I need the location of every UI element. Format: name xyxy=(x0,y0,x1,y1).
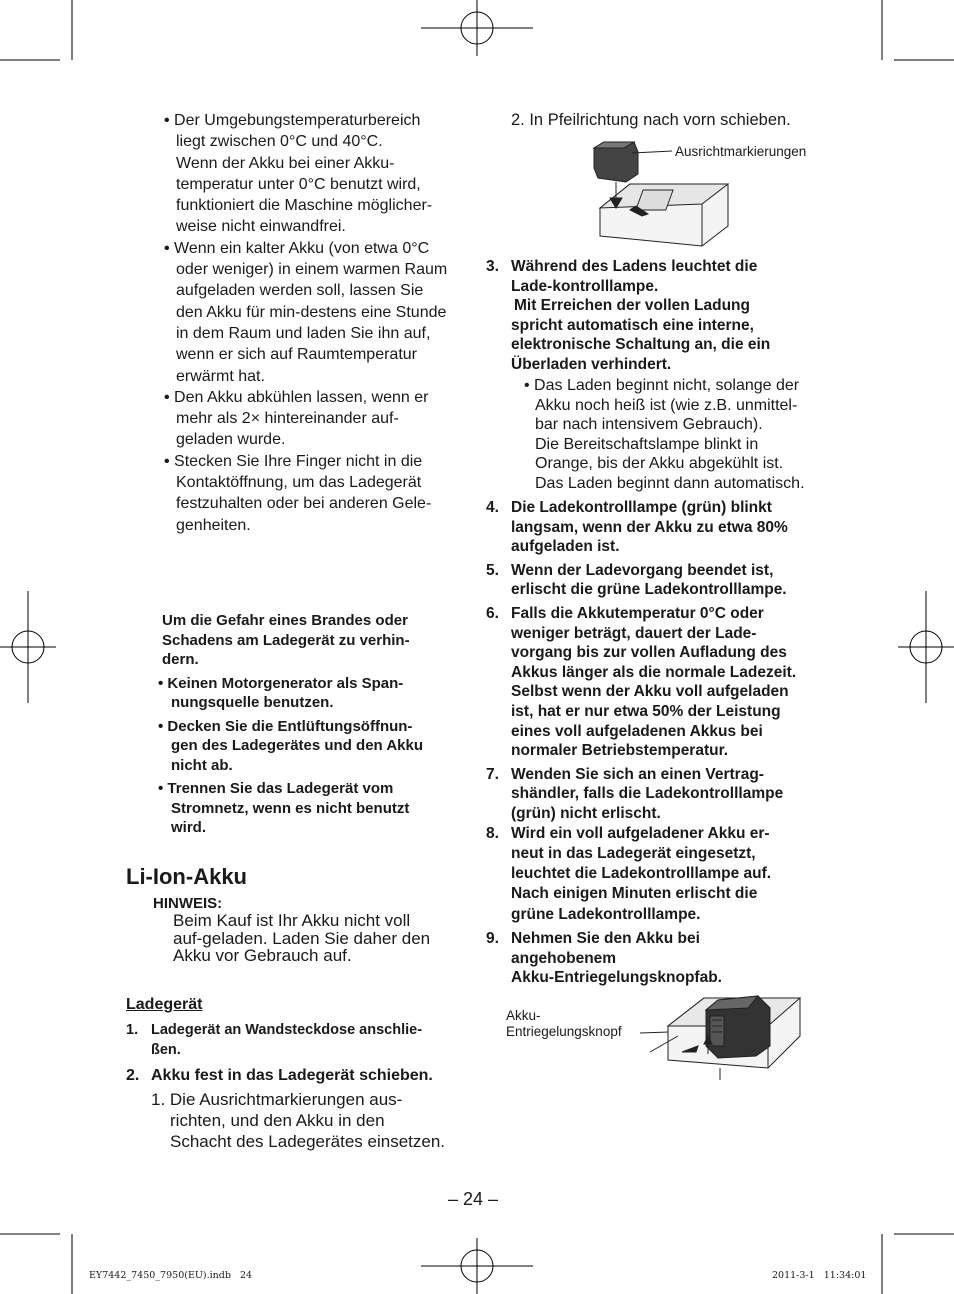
text-line: funktioniert die Maschine möglicher- xyxy=(176,197,433,215)
text-line: Die Ladekontrolllampe (grün) blinkt xyxy=(511,499,772,516)
text-line: Die Bereitschaftslampe blinkt in xyxy=(535,435,759,453)
text-line: dern. xyxy=(162,651,199,668)
text-line: mehr als 2× hintereinander auf- xyxy=(176,410,399,428)
text-line: aufgeladen ist. xyxy=(511,538,620,556)
step-number: 5. xyxy=(486,561,499,579)
text-line: richten, und den Akku in den xyxy=(170,1111,385,1130)
step-item-7 xyxy=(486,765,831,824)
text-line: langsam, wenn der Akku zu etwa 80% xyxy=(511,518,788,536)
footer-timestamp: 2011-3-1 11:34:01 xyxy=(772,1270,867,1281)
section-title: Li-Ion-Akku xyxy=(126,864,247,889)
footer-file-info: EY7442_7450_7950(EU).indb 24 xyxy=(89,1270,253,1281)
step-number: 4. xyxy=(486,499,499,516)
text-line: leuchtet die Ladekontrolllampe auf. xyxy=(511,865,772,883)
text-line: • Decken Sie die Entlüftungsöffnun- xyxy=(158,717,413,735)
left-step-2 xyxy=(126,1066,471,1086)
text-line: wenn er sich auf Raumtemperatur xyxy=(176,346,417,364)
left-bullet-list xyxy=(164,110,474,536)
step-number: 9. xyxy=(486,929,499,947)
text-line: Lade-kontrolllampe. xyxy=(511,277,659,295)
left-step-1 xyxy=(126,1021,471,1060)
step-number: 6. xyxy=(486,604,499,622)
step-item-8 xyxy=(486,824,831,925)
text-line: • • Wenn ein kalter Akku (von etwa 0°C xyxy=(164,239,430,257)
text-line: • • Den Akku abkühlen lassen, wenn er xyxy=(164,388,429,406)
step-number: 1. xyxy=(126,1022,139,1038)
text-line: • Das Laden beginnt nicht, solange der xyxy=(524,377,800,394)
text-line: liegt zwischen 0°C und 40°C. xyxy=(176,133,383,151)
text-line: nungsquelle benutzen. xyxy=(171,694,334,711)
step-item xyxy=(486,257,831,374)
text-line: 1. Die Ausrichtmarkierungen aus- xyxy=(151,1090,403,1109)
text-line: vorgang bis zur vollen Aufladung des xyxy=(511,644,787,662)
right-step-3 xyxy=(486,257,831,374)
text-line: neut in das Ladegerät eingesetzt, xyxy=(511,844,756,862)
text-line: wird. xyxy=(171,819,207,836)
text-line: normaler Betriebstemperatur. xyxy=(511,742,729,760)
text-line: Das Laden beginnt dann automatisch. xyxy=(535,474,805,492)
text-line: in dem Raum und laden Sie ihn auf, xyxy=(176,324,431,342)
step-item-6 xyxy=(486,604,831,761)
text-line: elektronische Schaltung an, die ein xyxy=(511,336,771,353)
text-line: geladen wurde. xyxy=(176,431,286,449)
text-line: eines voll aufgeladenen Akkus bei xyxy=(511,722,763,740)
substep-1 xyxy=(151,1089,471,1152)
warning-bullet-vents xyxy=(158,717,468,776)
text-line: Während des Ladens leuchtet die xyxy=(511,258,758,275)
text-line: • • Stecken Sie Ihre Finger nicht in die xyxy=(164,452,423,470)
text-line: Orange, bis der Akku abgekühlt ist. xyxy=(535,455,784,472)
text-line: • Keinen Motorgenerator als Span- xyxy=(158,674,404,692)
text-line: Beim Kauf ist Ihr Akku nicht voll xyxy=(173,911,411,930)
text-line: Wird ein voll aufgeladener Akku er- xyxy=(511,824,770,842)
text-line: temperatur unter 0°C benutzt wird, xyxy=(176,175,421,193)
text-line: ist, hat er nur etwa 50% der Leistung xyxy=(511,702,781,720)
text-line: erwärmt hat. xyxy=(176,367,265,385)
hinweis-label: HINWEIS: xyxy=(153,895,223,912)
text-line: Ladegerät an Wandsteckdose anschlie- xyxy=(151,1022,423,1038)
text-line: auf-geladen. Laden Sie daher den xyxy=(173,928,431,948)
text-line: Schadens am Ladegerät zu verhin- xyxy=(162,631,410,649)
text-line: genheiten. xyxy=(176,516,251,534)
text-line: spricht automatisch eine interne, xyxy=(511,316,754,334)
text-line: nicht ab. xyxy=(171,756,233,774)
step-item-4 xyxy=(486,498,831,557)
substep-2: 2. In Pfeilrichtung nach vorn schieben. xyxy=(511,111,791,129)
text-line: erlischt die grüne Ladekontrolllampe. xyxy=(511,581,787,599)
step-number: 7. xyxy=(486,765,499,783)
warning-block xyxy=(158,611,468,838)
fig2-label xyxy=(506,1008,622,1040)
step-item-5 xyxy=(486,561,831,600)
text-line: Um die Gefahr eines Brandes oder xyxy=(162,612,408,629)
text-line: Wenn der Akku bei einer Akku- xyxy=(176,154,395,172)
text-line: weise nicht einwandfrei. xyxy=(176,218,346,236)
text-line: (grün) nicht erlischt. xyxy=(511,804,661,822)
text-line: gen des Ladegerätes und den Akku xyxy=(171,737,424,754)
text-line: weniger beträgt, dauert der Lade- xyxy=(511,624,757,642)
hinweis-text xyxy=(173,912,473,965)
warning-intro xyxy=(158,611,468,670)
text-line: • Trennen Sie das Ladegerät vom xyxy=(158,780,394,797)
text-line: Akkus länger als die normale Ladezeit. xyxy=(511,663,797,681)
step-number: 2. xyxy=(126,1067,140,1084)
text-line: Nehmen Sie den Akku bei xyxy=(511,929,700,947)
subsection-title: Ladegerät xyxy=(126,996,203,1013)
text-line: Stromnetz, wenn es nicht benutzt xyxy=(171,799,410,817)
bullet-temperature-range xyxy=(164,110,474,238)
text-line: festzuhalten oder bei anderen Gele- xyxy=(176,495,432,513)
bullet-cold-battery xyxy=(164,238,474,387)
text-line: shändler, falls die Ladekontrolllampe xyxy=(511,785,784,803)
fig1-label: Ausrichtmarkierungen xyxy=(675,144,807,159)
text-line: Wenn der Ladevorgang beendet ist, xyxy=(511,561,774,579)
text-line: den Akku für min-destens eine Stunde xyxy=(176,303,447,321)
fig1-leader-line xyxy=(632,143,676,155)
text-line: Akku- xyxy=(506,1008,541,1023)
text-line: Mit Erreichen der vollen Ladung xyxy=(514,297,750,314)
text-line: Akku-Entriegelungsknopfab. xyxy=(511,969,722,987)
text-line: oder weniger) in einem warmen Raum xyxy=(176,261,448,279)
bullet-cool-down xyxy=(164,387,474,451)
page-number: – 24 – xyxy=(448,1189,499,1209)
text-line: Akku noch heiß ist (wie z.B. unmittel- xyxy=(535,396,798,414)
text-line: bar nach intensivem Gebrauch). xyxy=(535,416,763,433)
text-line: Schacht des Ladegerätes einsetzen. xyxy=(170,1132,446,1151)
text-line: Akku vor Gebrauch auf. xyxy=(173,946,352,965)
step-item xyxy=(126,1066,471,1086)
text-line: Wenden Sie sich an einen Vertrag- xyxy=(511,765,764,783)
text-line: ßen. xyxy=(151,1041,181,1058)
right-steps-list xyxy=(486,498,831,988)
text-line: Nach einigen Minuten erlischt die xyxy=(511,885,758,903)
bullet-fingers xyxy=(164,451,474,536)
warning-bullet-generator xyxy=(158,674,468,713)
text-line: • • Der Umgebungstemperaturbereich xyxy=(164,112,421,129)
text-line: Entriegelungsknopf xyxy=(506,1024,622,1039)
step-item-9 xyxy=(486,929,831,988)
step-item xyxy=(126,1021,471,1060)
battery-removal-figure xyxy=(648,990,808,1082)
warning-bullet-unplug xyxy=(158,779,468,838)
text-line: angehobenem xyxy=(511,949,617,967)
text-line: Kontaktöffnung, um das Ladegerät xyxy=(176,474,422,492)
text-line: aufgeladen werden soll, lassen Sie xyxy=(176,282,424,300)
step-number: 3. xyxy=(486,258,499,275)
text-line: Selbst wenn der Akku voll aufgeladen xyxy=(511,683,789,701)
text-line: grüne Ladekontrolllampe. xyxy=(511,905,701,923)
text-line: Überladen verhindert. xyxy=(511,355,672,373)
step-number: 8. xyxy=(486,824,499,842)
step3-bullet xyxy=(524,376,834,493)
text-line: Akku fest in das Ladegerät schieben. xyxy=(151,1067,433,1084)
text-line: Falls die Akkutemperatur 0°C oder xyxy=(511,604,764,622)
